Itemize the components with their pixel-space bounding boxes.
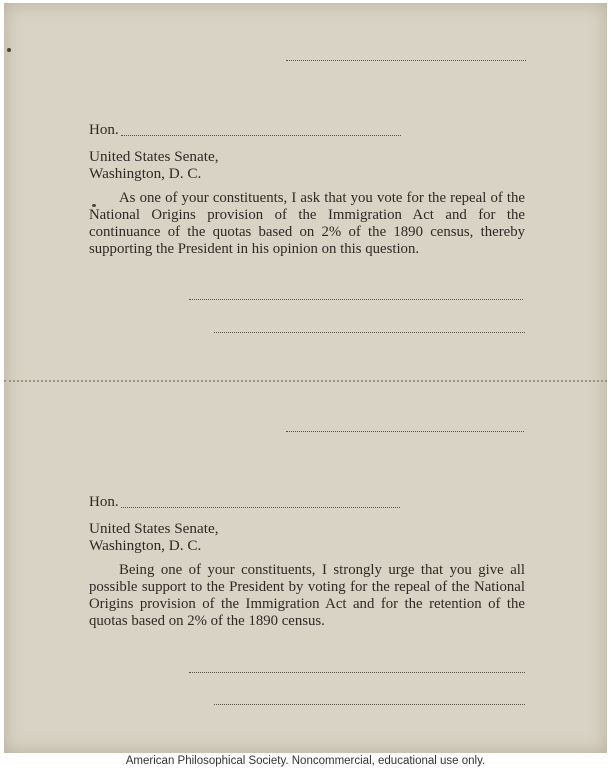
hon-label: Hon. [89,494,119,510]
address-line [214,332,525,333]
address-line-1: United States Senate, [89,148,219,165]
top-letter-form [4,3,607,381]
hon-name-line [121,507,400,508]
address-block [89,520,219,554]
address-line-2: Washington, D. C. [89,537,202,554]
credit-line: American Philosophical Society. Noncommercial, educational use only. [125,755,486,767]
letter-body: As one of your constituents, I ask that you vote for the repeal of the National Origins provision of the Immigration Act and for the continuance of the quotas based on 2% of the 1890 census, thereby supporting the President in his opinion on this question. [89,190,525,257]
signature-line [189,672,525,673]
address-line-1: United States Senate, [89,520,219,537]
address-line-2: Washington, D. C. [89,165,202,182]
date-line [286,431,524,432]
date-line [286,60,526,61]
address-block [89,148,219,182]
letter-body: Being one of your constituents, I strongly urge that you give all possible support to the President by voting for the repeal of the National Origins provision of the Immigration Act and for the retention of the quotas based on 2% of the 1890 census. [89,562,525,629]
document-page [4,3,607,753]
signature-line [189,299,523,300]
hon-name-line [121,135,401,136]
bottom-letter-form [4,381,607,753]
address-line [214,704,525,705]
hon-label: Hon. [89,122,119,138]
